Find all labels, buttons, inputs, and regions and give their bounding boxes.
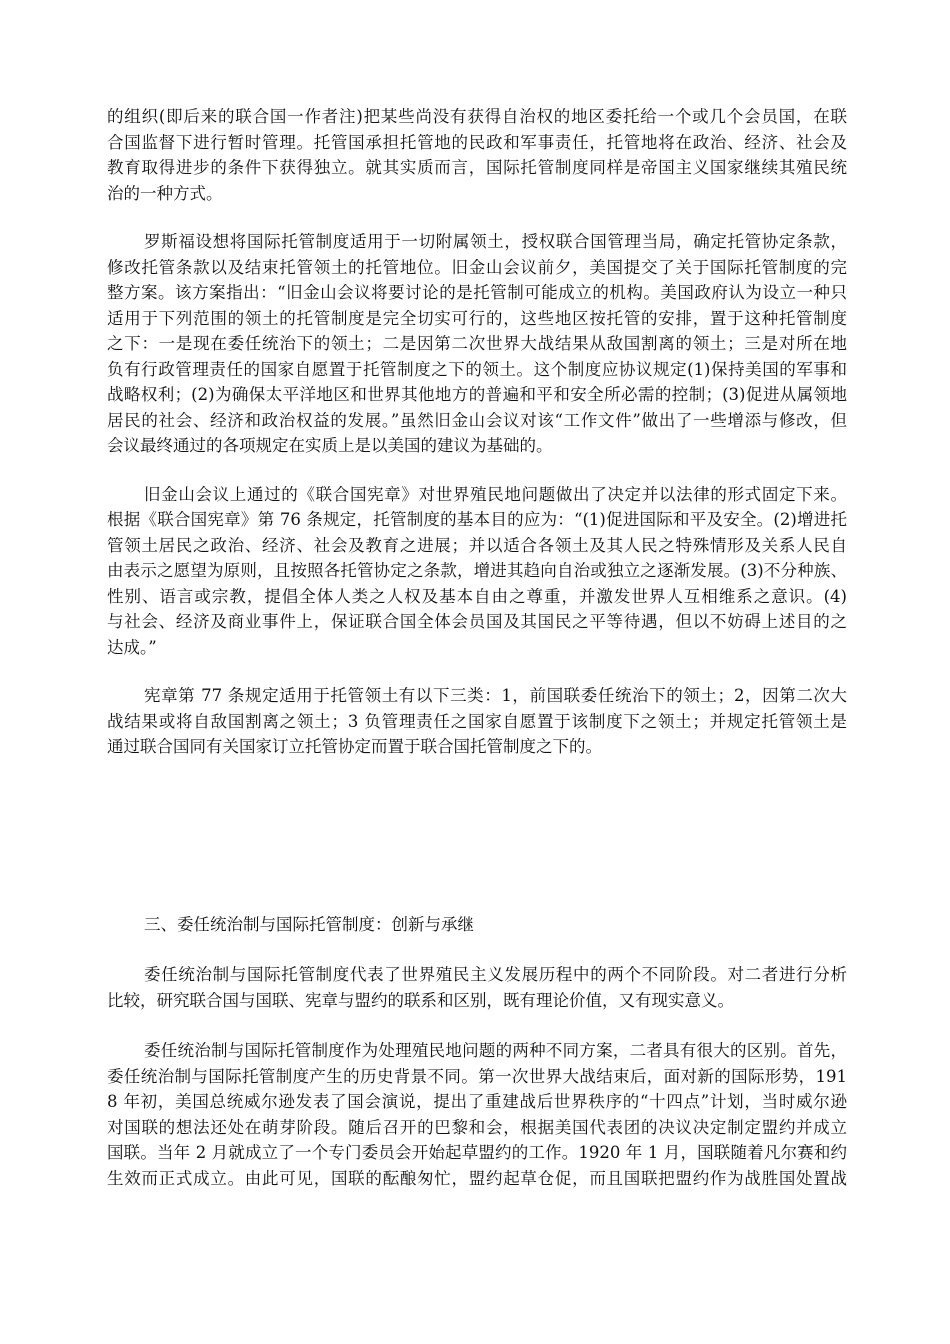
text-line: 之下：一是现在委任统治下的领土；二是因第二次世界大战结果从敌国割离的领土；三是对所在地 <box>107 334 847 353</box>
text-line: 罗斯福设想将国际托管制度适用于一切附属领土，授权联合国管理当局，确定托管协定条款， <box>144 232 847 251</box>
text-line: 委任统治制与国际托管制度作为处理殖民地问题的两种不同方案，二者具有很大的区别。首先， <box>144 1041 847 1060</box>
text-line: 旧金山会议上通过的《联合国宪章》对世界殖民地问题做出了决定并以法律的形式固定下来。 <box>144 484 847 504</box>
text-line: 会议最终通过的各项规定在实质上是以美国的建议为基础的。 <box>107 436 553 455</box>
text-line: 战结果或将自敌国割离之领土；3 负管理责任之国家自愿置于该制度下之领土；并规定托管领土是 <box>107 711 847 731</box>
text-line: 治的一种方式。 <box>107 183 223 203</box>
text-line: 由表示之愿望为原则，且按照各托管协定之条款，增进其趋向自治或独立之逐渐发展。(3)不分种族、 <box>107 561 847 580</box>
text-line: 的组织(即后来的联合国一作者注)把某些尚没有获得自治权的地区委托给一个或几个会员国，在联 <box>107 107 847 126</box>
text-line: 委任统治制与国际托管制度产生的历史背景不同。第一次世界大战结束后，面对新的国际形势，191 <box>107 1066 847 1086</box>
paragraph-4 <box>107 683 847 760</box>
text-line: 8 年初，美国总统威尔逊发表了国会演说，提出了重建战后世界秩序的“十四点”计划，当时威尔逊 <box>107 1092 847 1111</box>
text-line: 整方案。该方案指出：“旧金山会议将要讨论的是托管制可能成立的机构。美国政府认为设立一种只 <box>107 283 847 302</box>
paragraph-1 <box>107 104 847 206</box>
text-line: 修改托管条款以及结束托管领土的托管地位。旧金山会议前夕，美国提交了关于国际托管制度的完 <box>107 257 847 277</box>
text-line: 委任统治制与国际托管制度代表了世界殖民主义发展历程中的两个不同阶段。对二者进行分析 <box>144 965 847 984</box>
text-line: 国联。当年 2 月就成立了一个专门委员会开始起草盟约的工作。1920 年 1 月，国联随着凡尔赛和约 <box>107 1143 847 1162</box>
text-line: 居民的社会、经济和政治权益的发展。”虽然旧金山会议对该“工作文件”做出了一些增添与修改，但 <box>107 410 847 430</box>
text-line: 与社会、经济及商业事件上，保证联合国全体会员国及其国民之平等待遇，但以不妨碍上述目的之 <box>107 612 847 631</box>
text-line: 负有行政管理责任的国家自愿置于托管制度之下的领土。这个制度应协议规定(1)保持美国的军事和 <box>107 359 847 379</box>
text-line: 性别、语言或宗教，提倡全体人类之人权及基本自由之尊重，并激发世界人互相维系之意识。(4) <box>107 586 847 606</box>
paragraph-3 <box>107 482 847 661</box>
text-line: 教育取得进步的条件下获得独立。就其实质而言，国际托管制度同样是帝国主义国家继续其殖民统 <box>107 158 847 177</box>
text-line: 宪章第 77 条规定适用于托管领土有以下三类：1，前国联委任统治下的领土；2，因第二次大 <box>144 686 847 705</box>
text-line: 生效而正式成立。由此可见，国联的酝酿匆忙，盟约起草仓促，而且国联把盟约作为战胜国处置战 <box>107 1168 847 1188</box>
text-line: 合国监督下进行暂时管理。托管国承担托管地的民政和军事责任，托管地将在政治、经济、社会及 <box>107 132 847 152</box>
text-line: 适用于下列范围的领土的托管制度是完全切实可行的，这些地区按托管的安排，置于这种托管制度 <box>107 308 847 328</box>
text-line: 比较，研究联合国与国联、宪章与盟约的联系和区别，既有理论价值，又有现实意义。 <box>107 990 734 1010</box>
text-line: 通过联合国同有关国家订立托管协定而置于联合国托管制度之下的。 <box>107 737 602 756</box>
text-line: 对国联的想法还处在萌芽阶段。随后召开的巴黎和会，根据美国代表团的决议决定制定盟约并成立 <box>107 1117 847 1137</box>
text-line: 达成。” <box>107 637 157 657</box>
text-line: 战略权利；(2)为确保太平洋地区和世界其他地方的普遍和平和安全所必需的控制；(3)促进从属领地 <box>107 385 847 404</box>
paragraph-6 <box>107 1038 847 1191</box>
text-line: 根据《联合国宪章》第 76 条规定，托管制度的基本目的应为：“(1)促进国际和平及安全。(2)增进托 <box>107 510 847 529</box>
document-body <box>107 104 847 783</box>
paragraph-2 <box>107 229 847 459</box>
text-line: 管领土居民之政治、经济、社会及教育之进展；并以适合各领土及其人民之特殊情形及关系人民自 <box>107 535 847 555</box>
section-heading: 三、委任统治制与国际托管制度：创新与承继 <box>144 915 474 934</box>
paragraph-5 <box>107 962 847 1013</box>
